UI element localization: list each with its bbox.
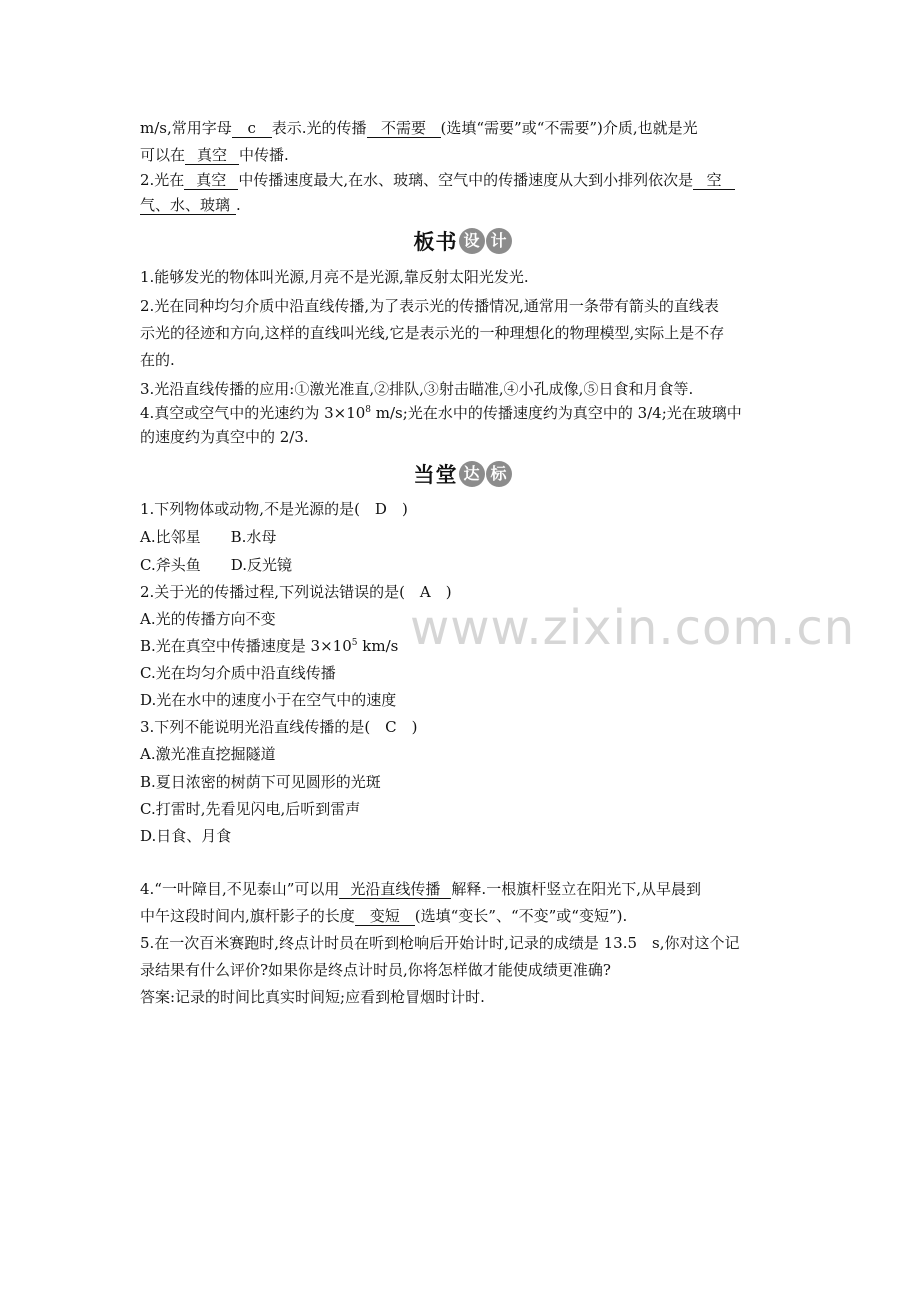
- question-3-option-d: D.日食、月食: [140, 827, 232, 845]
- title-badge: 设: [459, 228, 485, 254]
- board-point-2-line-3: 在的.: [140, 351, 175, 369]
- question-2-option-a: A.光的传播方向不变: [140, 610, 276, 628]
- board-point-3: 3.光沿直线传播的应用:①激光准直,②排队,③射击瞄准,④小孔成像,⑤日食和月食等.: [140, 380, 694, 398]
- title-badge: 标: [486, 461, 512, 487]
- question-4-line-2: 中午这段时间内,旗杆影子的长度 变短 (选填“变长”、“不变”或“变短”).: [140, 907, 628, 925]
- question-1-options-ab: A.比邻星 B.水母: [140, 528, 277, 546]
- intro-line-4: 气、水、玻璃 .: [140, 196, 241, 214]
- intro-line-3: 2.光在 真空 中传播速度最大,在水、玻璃、空气中的传播速度从大到小排列依次是 空: [140, 170, 735, 190]
- title-badge: 达: [459, 461, 485, 487]
- question-5-line-2: 录结果有什么评价?如果你是终点计时员,你将怎样做才能使成绩更准确?: [140, 961, 611, 979]
- question-3-option-a: A.激光准直挖掘隧道: [140, 745, 276, 763]
- question-5-line-1: 5.在一次百米赛跑时,终点计时员在听到枪响后开始计时,记录的成绩是 13.5 s,你对这个记: [140, 934, 740, 952]
- answer-blank: 光沿直线传播: [339, 880, 451, 899]
- section-title-board-design: 板书 设 计: [140, 226, 785, 256]
- question-3-option-b: B.夏日浓密的树荫下可见圆形的光斑: [140, 773, 381, 791]
- board-point-1: 1.能够发光的物体叫光源,月亮不是光源,靠反射太阳光发光.: [140, 268, 529, 286]
- question-4-line-1: 4.“一叶障目,不见泰山”可以用 光沿直线传播 解释.一根旗杆竖立在阳光下,从早晨到: [140, 880, 701, 898]
- question-1: 1.下列物体或动物,不是光源的是( D ): [140, 500, 408, 518]
- question-5-answer: 答案:记录的时间比真实时间短;应看到枪冒烟时计时.: [140, 988, 485, 1006]
- title-badge: 计: [486, 228, 512, 254]
- question-2: 2.关于光的传播过程,下列说法错误的是( A ): [140, 583, 452, 601]
- board-point-2-line-1: 2.光在同种均匀介质中沿直线传播,为了表示光的传播情况,通常用一条带有箭头的直线表: [140, 297, 719, 315]
- answer-blank: 真空: [185, 146, 239, 165]
- question-3-option-c: C.打雷时,先看见闪电,后听到雷声: [140, 800, 361, 818]
- watermark: www.zixin.com.cn: [410, 600, 856, 656]
- answer-blank: 空: [693, 171, 735, 190]
- intro-line-2: 可以在 真空 中传播.: [140, 146, 289, 164]
- answer-blank: 不需要: [367, 119, 441, 138]
- board-point-2-line-2: 示光的径迹和方向,这样的直线叫光线,它是表示光的一种理想化的物理模型,实际上是不存: [140, 324, 725, 342]
- question-2-option-b: B.光在真空中传播速度是 $3\times 10^5$ km/s: [140, 637, 399, 655]
- intro-line-1: m/s,常用字母 c 表示.光的传播 不需要 (选填“需要”或“不需要”)介质,也就是光: [140, 119, 698, 137]
- question-1-options-cd: C.斧头鱼 D.反光镜: [140, 556, 292, 574]
- section-title-practice: 当堂 达 标: [140, 459, 785, 489]
- answer-blank: 变短: [355, 907, 415, 926]
- board-point-4-line-1: 4.真空或空气中的光速约为 $3\times 10^8$ m/s;光在水中的传播速度约为真空中的 3/4;光在玻璃中: [140, 404, 742, 422]
- question-2-option-c: C.光在均匀介质中沿直线传播: [140, 664, 336, 682]
- question-3: 3.下列不能说明光沿直线传播的是( C ): [140, 718, 418, 736]
- answer-blank: 气、水、玻璃: [140, 196, 236, 215]
- answer-blank: 真空: [184, 171, 238, 190]
- answer-blank: c: [232, 119, 272, 138]
- question-2-option-d: D.光在水中的速度小于在空气中的速度: [140, 691, 397, 709]
- board-point-4-line-2: 的速度约为真空中的 2/3.: [140, 428, 309, 446]
